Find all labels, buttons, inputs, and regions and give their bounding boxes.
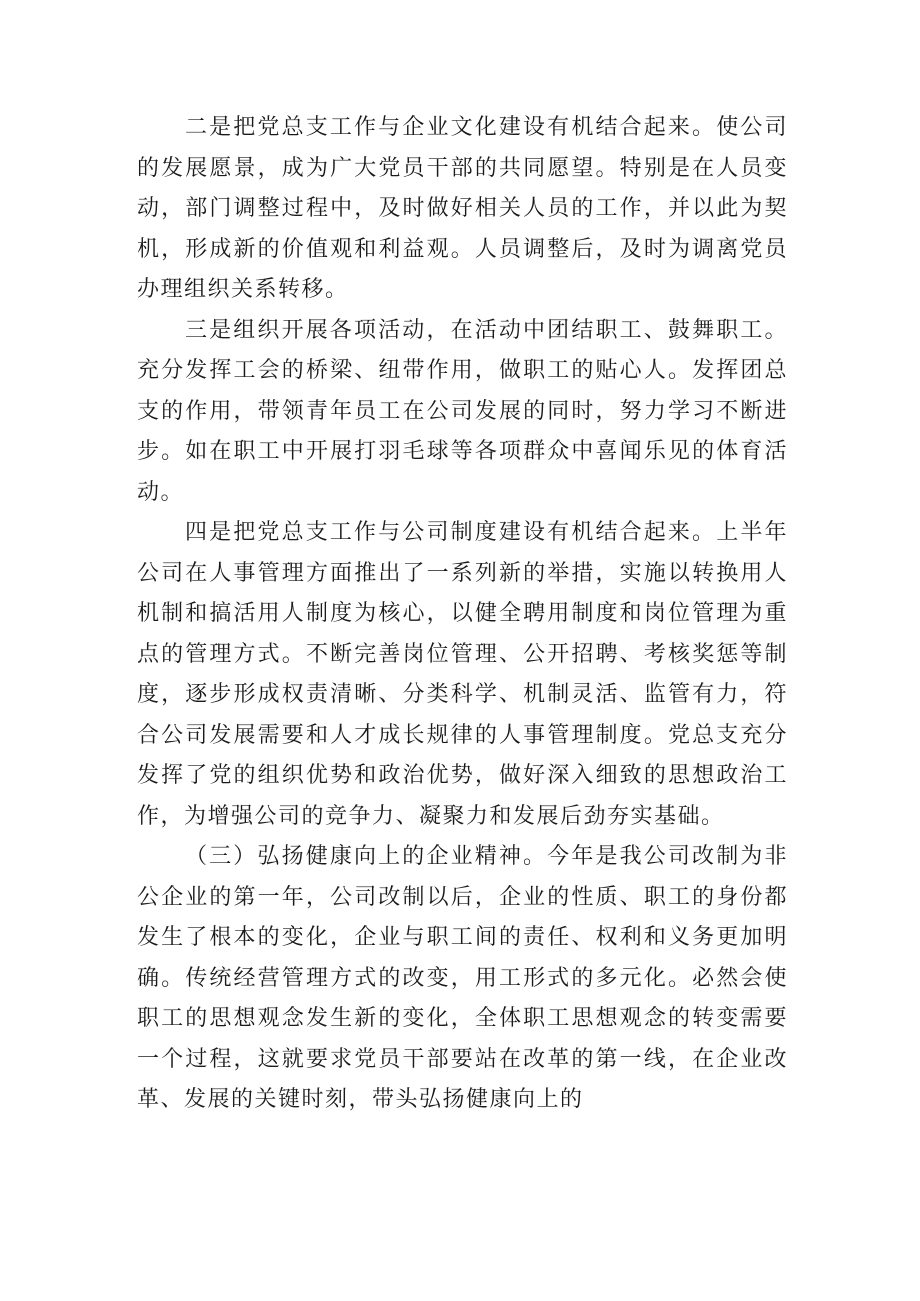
paragraph-activities: 三是组织开展各项活动，在活动中团结职工、鼓舞职工。充分发挥工会的桥梁、纽带作用，做职工的贴心人。发挥团总支的作用，带领青年员工在公司发展的同时，努力学习不断进步。如在职工中开展打羽毛球等各项群众中喜闻乐见的体育活动。 <box>137 317 788 505</box>
document-body <box>137 108 788 1121</box>
paragraph-enterprise-spirit: （三）弘扬健康向上的企业精神。今年是我公司改制为非公企业的第一年，公司改制以后，企业的性质、职工的身份都发生了根本的变化，企业与职工间的责任、权利和义务更加明确。传统经营管理方式的改变，用工形式的多元化。必然会使职工的思想观念发生新的变化，全体职工思想观念的转变需要一个过程，这就要求党员干部要站在改革的第一线，在企业改革、发展的关键时刻，带头弘扬健康向上的 <box>137 844 788 1112</box>
paragraph-culture-building: 二是把党总支工作与企业文化建设有机结合起来。使公司的发展愿景，成为广大党员干部的共同愿望。特别是在人员变动，部门调整过程中，及时做好相关人员的工作，并以此为契机，形成新的价值观和利益观。人员调整后，及时为调离党员办理组织关系转移。 <box>137 115 788 302</box>
paragraph-institution-building: 四是把党总支工作与公司制度建设有机结合起来。上半年公司在人事管理方面推出了一系列新的举措，实施以转换用人机制和搞活用人制度为核心，以健全聘用制度和岗位管理为重点的管理方式。不断完善岗位管理、公开招聘、考核奖惩等制度，逐步形成权责清晰、分类科学、机制灵活、监管有力，符合公司发展需要和人才成长规律的人事管理制度。党总支充分发挥了党的组织优势和政治优势，做好深入细致的思想政治工作，为增强公司的竞争力、凝聚力和发展后劲夯实基础。 <box>137 520 788 829</box>
